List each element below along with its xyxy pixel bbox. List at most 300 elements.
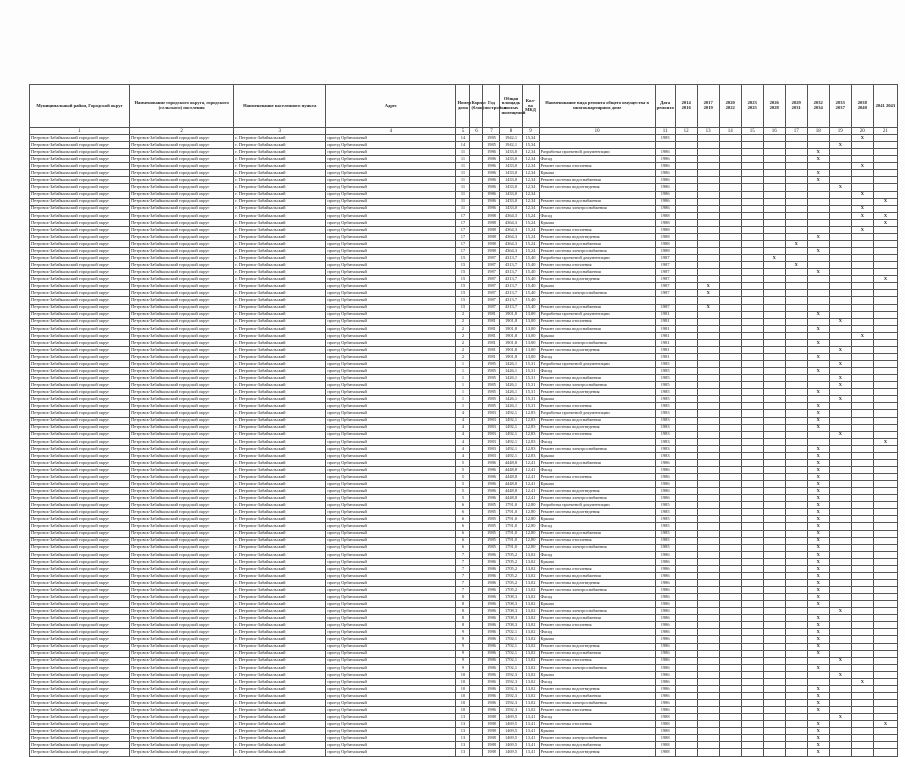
table-cell: Петровск-Забайкальский городской округ	[130, 474, 234, 481]
table-cell: 9	[456, 636, 470, 643]
period-cell	[697, 495, 719, 502]
table-cell: 1981	[483, 311, 500, 318]
table-cell: 12,34	[522, 163, 539, 170]
table-cell: г. Петровск-Забайкальский	[234, 240, 326, 247]
column-header: 2017 2019	[697, 85, 719, 128]
period-cell	[763, 170, 785, 177]
period-cell: X	[697, 283, 719, 290]
table-row	[30, 579, 898, 586]
period-cell	[851, 233, 873, 240]
period-cell	[741, 537, 763, 544]
table-cell	[470, 516, 483, 523]
period-cell	[785, 721, 807, 728]
period-cell	[763, 495, 785, 502]
table-cell: Ремонт системы отопления	[539, 163, 655, 170]
table-cell: 1986	[483, 466, 500, 473]
period-cell	[851, 544, 873, 551]
period-cell	[719, 445, 741, 452]
period-cell	[851, 530, 873, 537]
period-cell	[785, 650, 807, 657]
table-cell: 1433,0	[500, 198, 522, 205]
table-cell: г. Петровск-Забайкальский	[234, 219, 326, 226]
period-cell	[675, 587, 697, 594]
table-cell: Ремонт системы электроснабжения	[539, 290, 655, 297]
table-cell: проезд Орбитальный	[326, 579, 456, 586]
table-cell: 1981	[655, 332, 675, 339]
table-cell: Ремонт системы электроснабжения	[539, 608, 655, 615]
period-cell	[873, 466, 897, 473]
period-cell	[697, 205, 719, 212]
table-cell: 1986	[655, 601, 675, 608]
table-cell: Петровск-Забайкальский городской округ	[130, 742, 234, 749]
period-cell	[719, 346, 741, 353]
table-cell: 1983	[655, 452, 675, 459]
table-cell: 1986	[655, 678, 675, 685]
period-cell	[873, 248, 897, 255]
table-cell: 9	[456, 629, 470, 636]
table-cell: 17	[456, 226, 470, 233]
period-cell	[829, 332, 851, 339]
period-cell	[697, 255, 719, 262]
period-cell	[697, 346, 719, 353]
table-cell: 1708,3	[500, 594, 522, 601]
period-cell	[873, 707, 897, 714]
period-cell	[741, 332, 763, 339]
table-cell: 1433,0	[500, 170, 522, 177]
table-row	[30, 615, 898, 622]
period-cell	[697, 459, 719, 466]
period-cell	[763, 551, 785, 558]
table-cell: 1985	[483, 361, 500, 368]
table-cell: 1988	[655, 219, 675, 226]
period-cell	[697, 424, 719, 431]
table-cell: 1433,0	[500, 205, 522, 212]
period-cell	[807, 212, 829, 219]
table-cell: проезд Орбитальный	[326, 170, 456, 177]
table-cell: Ремонт системы водоснабжения	[539, 692, 655, 699]
period-cell	[785, 488, 807, 495]
table-cell: 1987	[483, 304, 500, 311]
period-cell: X	[807, 248, 829, 255]
table-cell: Ремонт системы отопления	[539, 622, 655, 629]
period-cell	[741, 262, 763, 269]
period-cell	[675, 523, 697, 530]
table-cell: Разработка проектной документации	[539, 311, 655, 318]
period-cell	[807, 290, 829, 297]
table-cell: 1592,3	[500, 692, 522, 699]
table-cell: 1986	[483, 579, 500, 586]
table-cell: 13,02	[522, 601, 539, 608]
table-cell: Петровск-Забайкальский городской округ	[30, 233, 130, 240]
period-cell: X	[807, 721, 829, 728]
table-cell: 1986	[483, 622, 500, 629]
table-cell: Петровск-Забайкальский городской округ	[130, 403, 234, 410]
period-cell: X	[829, 318, 851, 325]
period-cell	[741, 742, 763, 749]
period-cell	[719, 622, 741, 629]
table-cell: Ремонт системы водоснабжения	[539, 459, 655, 466]
period-cell	[719, 516, 741, 523]
period-cell	[829, 516, 851, 523]
table-cell: проезд Орбитальный	[326, 622, 456, 629]
period-cell: X	[829, 142, 851, 149]
period-cell	[697, 382, 719, 389]
period-cell	[675, 410, 697, 417]
period-cell	[873, 650, 897, 657]
period-cell	[763, 142, 785, 149]
period-cell	[697, 431, 719, 438]
table-cell: 1983	[655, 417, 675, 424]
table-cell: 1492,1	[500, 417, 522, 424]
table-cell: 12,34	[522, 184, 539, 191]
table-cell	[470, 509, 483, 516]
table-cell: Петровск-Забайкальский городской округ	[30, 325, 130, 332]
table-cell: 12,83	[522, 417, 539, 424]
period-cell	[675, 537, 697, 544]
table-cell: 1986	[655, 488, 675, 495]
period-cell	[785, 530, 807, 537]
table-cell: г. Петровск-Забайкальский	[234, 276, 326, 283]
table-row	[30, 728, 898, 735]
period-cell	[697, 262, 719, 269]
period-cell	[741, 233, 763, 240]
table-cell: Петровск-Забайкальский городской округ	[30, 318, 130, 325]
table-cell: 6	[456, 509, 470, 516]
table-cell: Петровск-Забайкальский городской округ	[30, 636, 130, 643]
column-header: Дата ремонта	[655, 85, 675, 128]
table-cell: проезд Орбитальный	[326, 664, 456, 671]
table-cell: проезд Орбитальный	[326, 382, 456, 389]
table-cell: 1985	[655, 530, 675, 537]
table-cell: 1988	[655, 735, 675, 742]
period-cell	[697, 749, 719, 756]
period-cell	[873, 332, 897, 339]
period-cell	[675, 629, 697, 636]
table-row	[30, 685, 898, 692]
period-cell	[851, 382, 873, 389]
period-cell	[851, 707, 873, 714]
table-cell: 1985	[655, 537, 675, 544]
period-cell	[851, 325, 873, 332]
period-cell	[873, 226, 897, 233]
table-cell	[470, 622, 483, 629]
period-cell	[675, 572, 697, 579]
period-cell	[675, 304, 697, 311]
period-cell	[741, 431, 763, 438]
table-cell: проезд Орбитальный	[326, 198, 456, 205]
table-cell: 1986	[655, 643, 675, 650]
period-cell	[675, 678, 697, 685]
period-cell	[829, 290, 851, 297]
period-cell	[851, 608, 873, 615]
table-cell: 1985	[483, 389, 500, 396]
table-cell: 1433,0	[500, 156, 522, 163]
table-cell: проезд Орбитальный	[326, 488, 456, 495]
period-cell	[675, 509, 697, 516]
table-row	[30, 142, 898, 149]
table-cell: 15,31	[522, 389, 539, 396]
period-cell	[807, 361, 829, 368]
period-cell	[675, 135, 697, 142]
period-cell	[741, 177, 763, 184]
period-cell	[763, 248, 785, 255]
period-cell	[785, 163, 807, 170]
table-cell: 1983	[483, 438, 500, 445]
period-cell	[763, 212, 785, 219]
table-cell: Петровск-Забайкальский городской округ	[30, 502, 130, 509]
table-cell: Ремонт системы отопления	[539, 262, 655, 269]
period-cell	[785, 389, 807, 396]
period-cell	[763, 396, 785, 403]
table-cell: г. Петровск-Забайкальский	[234, 226, 326, 233]
table-cell: 2	[456, 311, 470, 318]
table-cell: 7	[456, 551, 470, 558]
period-cell	[785, 643, 807, 650]
table-cell: проезд Орбитальный	[326, 523, 456, 530]
table-cell: 1469,5	[500, 714, 522, 721]
period-cell	[697, 170, 719, 177]
table-cell: Петровск-Забайкальский городской округ	[30, 714, 130, 721]
table-cell: 1985	[655, 396, 675, 403]
table-cell: 11	[456, 198, 470, 205]
table-cell: г. Петровск-Забайкальский	[234, 255, 326, 262]
period-cell	[719, 325, 741, 332]
table-cell: Петровск-Забайкальский городской округ	[30, 551, 130, 558]
table-cell: 1987	[655, 269, 675, 276]
period-cell	[697, 481, 719, 488]
table-cell: проезд Орбитальный	[326, 636, 456, 643]
period-cell	[741, 685, 763, 692]
table-cell: Фасад	[539, 629, 655, 636]
table-cell: Петровск-Забайкальский городской округ	[130, 311, 234, 318]
table-cell: 1985	[483, 396, 500, 403]
table-row	[30, 629, 898, 636]
table-cell: Петровск-Забайкальский городской округ	[30, 615, 130, 622]
table-cell: Петровск-Забайкальский городской округ	[30, 339, 130, 346]
table-cell: проезд Орбитальный	[326, 431, 456, 438]
table-row	[30, 544, 898, 551]
period-cell	[719, 650, 741, 657]
table-cell: г. Петровск-Забайкальский	[234, 205, 326, 212]
period-cell	[675, 445, 697, 452]
table-cell: 15,24	[522, 226, 539, 233]
period-cell	[741, 749, 763, 756]
table-cell: г. Петровск-Забайкальский	[234, 530, 326, 537]
period-cell	[763, 269, 785, 276]
table-cell: Петровск-Забайкальский городской округ	[130, 629, 234, 636]
table-cell: 1983	[483, 424, 500, 431]
period-cell	[873, 452, 897, 459]
table-cell: 12,34	[522, 170, 539, 177]
table-cell: 4	[456, 410, 470, 417]
period-cell	[873, 714, 897, 721]
period-cell	[807, 608, 829, 615]
period-cell	[807, 283, 829, 290]
table-cell: Петровск-Забайкальский городской округ	[30, 431, 130, 438]
period-cell	[675, 396, 697, 403]
period-cell	[829, 572, 851, 579]
period-cell	[785, 417, 807, 424]
period-cell	[785, 474, 807, 481]
period-cell	[851, 353, 873, 360]
period-cell	[741, 636, 763, 643]
table-cell: 1986	[655, 149, 675, 156]
period-cell	[829, 389, 851, 396]
period-cell	[851, 685, 873, 692]
period-cell	[763, 233, 785, 240]
table-cell: 15,24	[522, 212, 539, 219]
table-cell: г. Петровск-Забайкальский	[234, 184, 326, 191]
period-cell	[697, 622, 719, 629]
table-cell: 1985	[483, 509, 500, 516]
table-cell: 10	[456, 685, 470, 692]
table-cell: 11	[456, 163, 470, 170]
period-cell	[763, 474, 785, 481]
table-cell: 1433,0	[500, 163, 522, 170]
table-cell: 12,41	[522, 466, 539, 473]
table-cell	[470, 417, 483, 424]
period-cell	[741, 142, 763, 149]
table-cell: Петровск-Забайкальский городской округ	[130, 361, 234, 368]
table-cell: Ремонт системы водоотведения	[539, 346, 655, 353]
table-cell: г. Петровск-Забайкальский	[234, 410, 326, 417]
table-row	[30, 240, 898, 247]
table-cell: Петровск-Забайкальский городской округ	[30, 594, 130, 601]
table-cell: г. Петровск-Забайкальский	[234, 445, 326, 452]
table-cell: 1	[456, 403, 470, 410]
table-cell	[470, 728, 483, 735]
table-cell: Петровск-Забайкальский городской округ	[130, 184, 234, 191]
table-cell: г. Петровск-Забайкальский	[234, 466, 326, 473]
table-cell	[470, 149, 483, 156]
table-cell: 1988	[655, 226, 675, 233]
table-cell	[470, 657, 483, 664]
table-cell: 15	[456, 276, 470, 283]
period-cell	[675, 516, 697, 523]
table-cell: 12,41	[522, 495, 539, 502]
table-cell	[470, 156, 483, 163]
table-row	[30, 587, 898, 594]
column-number: 9	[522, 128, 539, 135]
table-cell: Петровск-Забайкальский городской округ	[30, 304, 130, 311]
period-cell	[741, 135, 763, 142]
table-cell: 15	[456, 255, 470, 262]
period-cell	[873, 678, 897, 685]
period-cell	[829, 410, 851, 417]
period-cell	[741, 170, 763, 177]
period-cell	[829, 551, 851, 558]
table-cell: 8	[456, 622, 470, 629]
table-cell: 1469,5	[500, 742, 522, 749]
table-cell: проезд Орбитальный	[326, 445, 456, 452]
table-cell: 7	[456, 587, 470, 594]
period-cell	[851, 523, 873, 530]
table-cell: 13	[456, 728, 470, 735]
period-cell	[807, 240, 829, 247]
table-cell: Петровск-Забайкальский городской округ	[30, 671, 130, 678]
table-cell: 1986	[483, 565, 500, 572]
table-cell	[470, 311, 483, 318]
table-cell: 1987	[483, 276, 500, 283]
period-cell	[807, 396, 829, 403]
table-cell: 1426,1	[500, 389, 522, 396]
table-cell: Петровск-Забайкальский городской округ	[130, 304, 234, 311]
period-cell	[763, 749, 785, 756]
table-cell: 1985	[483, 537, 500, 544]
period-cell	[719, 184, 741, 191]
table-cell: 11	[456, 149, 470, 156]
table-cell: проезд Орбитальный	[326, 332, 456, 339]
period-cell: X	[807, 728, 829, 735]
period-cell	[829, 502, 851, 509]
table-cell: 1986	[483, 191, 500, 198]
period-cell	[829, 424, 851, 431]
table-cell: Ремонт системы водоснабжения	[539, 417, 655, 424]
column-number: 21	[873, 128, 897, 135]
table-row	[30, 389, 898, 396]
period-cell	[763, 530, 785, 537]
period-cell	[785, 558, 807, 565]
table-cell: 15,40	[522, 283, 539, 290]
table-cell: 1986	[483, 572, 500, 579]
period-cell	[741, 622, 763, 629]
table-cell: 1983	[483, 431, 500, 438]
period-cell	[675, 565, 697, 572]
period-cell	[873, 657, 897, 664]
period-cell	[763, 735, 785, 742]
table-cell: 13,02	[522, 643, 539, 650]
period-cell	[675, 601, 697, 608]
table-cell: г. Петровск-Забайкальский	[234, 664, 326, 671]
table-cell: проезд Орбитальный	[326, 346, 456, 353]
period-cell	[851, 283, 873, 290]
period-cell	[873, 233, 897, 240]
period-cell	[763, 594, 785, 601]
table-cell: 15,31	[522, 361, 539, 368]
table-cell: Петровск-Забайкальский городской округ	[30, 368, 130, 375]
table-cell: Крыша	[539, 516, 655, 523]
period-cell	[851, 481, 873, 488]
table-cell: Крыша	[539, 396, 655, 403]
table-cell: проезд Орбитальный	[326, 156, 456, 163]
period-cell	[697, 565, 719, 572]
table-cell: Петровск-Забайкальский городской округ	[30, 629, 130, 636]
period-cell	[851, 728, 873, 735]
period-cell	[851, 643, 873, 650]
table-cell: Фасад	[539, 156, 655, 163]
table-cell: проезд Орбитальный	[326, 361, 456, 368]
period-cell	[873, 149, 897, 156]
period-cell	[785, 678, 807, 685]
table-cell: Петровск-Забайкальский городской округ	[130, 297, 234, 304]
period-cell	[763, 184, 785, 191]
table-cell: Ремонт системы отопления	[539, 537, 655, 544]
period-cell	[719, 389, 741, 396]
table-cell: 13,02	[522, 685, 539, 692]
period-cell	[785, 523, 807, 530]
period-cell	[741, 587, 763, 594]
period-cell: X	[829, 382, 851, 389]
table-cell: 1702,1	[500, 643, 522, 650]
period-cell: X	[763, 255, 785, 262]
table-cell: 1986	[483, 156, 500, 163]
table-cell: 13,00	[522, 311, 539, 318]
table-cell: 1986	[655, 466, 675, 473]
table-cell: г. Петровск-Забайкальский	[234, 615, 326, 622]
period-cell	[785, 728, 807, 735]
period-cell: X	[807, 749, 829, 756]
table-cell: Петровск-Забайкальский городской округ	[130, 142, 234, 149]
